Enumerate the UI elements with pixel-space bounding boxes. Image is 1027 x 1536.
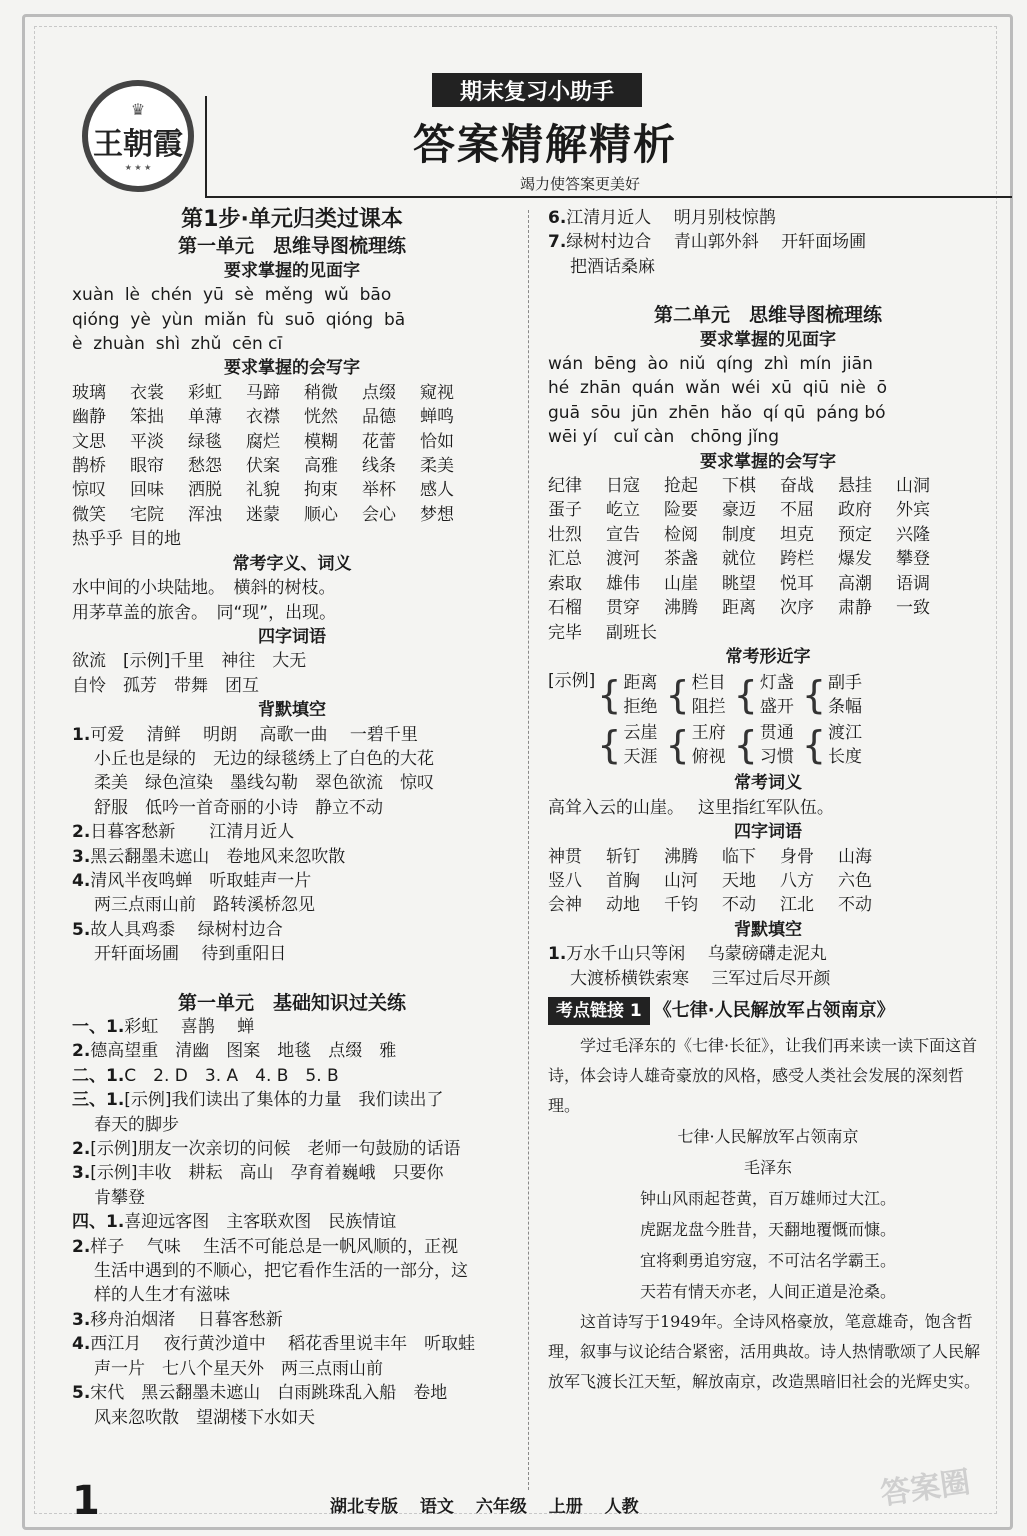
word-cell: 山洞 (896, 476, 930, 497)
word-cell: 线条 (362, 456, 396, 477)
four-title: 四字词语 (258, 626, 326, 647)
word-cell: 品德 (362, 407, 396, 428)
write-words-title-2: 要求掌握的会写字 (700, 451, 836, 472)
similar-pair (802, 671, 862, 719)
similar-words (692, 721, 726, 769)
answer-number: 3. (72, 1163, 91, 1184)
word-cell: 屹立 (606, 500, 640, 521)
similar-words (692, 671, 726, 719)
answer-line (72, 1064, 512, 1088)
word-cell: 宣告 (606, 524, 640, 545)
word-cell: 平淡 (130, 431, 164, 452)
word-cell: 高潮 (838, 573, 872, 594)
word-cell: 衣裳 (130, 382, 164, 403)
poem-line: 天若有情天亦老，人间正道是沧桑。 (639, 1281, 896, 1301)
pinyin-row: è zhuàn shì zhǔ cēn cī (72, 334, 283, 355)
poem-author: 毛泽东 (743, 1157, 792, 1177)
meaning-list-2 (548, 796, 988, 820)
write-words-grid-2 (548, 474, 988, 645)
word-cell: 奋战 (780, 476, 814, 497)
logo-stars-icon: ★ ★ ★ (124, 163, 152, 172)
word-cell: 不动 (838, 895, 872, 916)
answer-line: 舒服 低吟一首奇丽的小诗 静立不动 (94, 797, 383, 818)
word-cell: 次序 (780, 598, 814, 619)
word-cell: 动地 (606, 895, 640, 916)
word-cell: 腐烂 (246, 431, 280, 452)
answer-line: 把酒话桑麻 (570, 256, 655, 277)
word-cell: 会心 (362, 504, 396, 525)
step-title: 第1步·单元归类过课本 (181, 207, 403, 232)
word-cell: 马蹄 (246, 382, 280, 403)
similar-word: 渡江 (828, 723, 863, 744)
similar-pair (734, 721, 794, 769)
link-title: 《七律·人民解放军占领南京》 (653, 999, 895, 1021)
word-cell: 悬挂 (838, 476, 872, 497)
word-cell: 拘束 (304, 480, 338, 501)
similar-words (760, 721, 794, 769)
similar-words (828, 721, 862, 769)
word-cell: 爆发 (838, 549, 872, 570)
word-cell: 检阅 (664, 524, 698, 545)
meaning-title: 常考字义、词义 (232, 553, 352, 574)
logo-text: 王朝霞 (93, 127, 183, 162)
word-cell: 坦克 (780, 524, 814, 545)
four-list (72, 649, 512, 698)
word-cell: 蝉鸣 (420, 407, 454, 428)
word-cell: 斩钉 (606, 846, 640, 867)
word-cell: 千钧 (664, 895, 698, 916)
word-cell: 眺望 (722, 573, 756, 594)
answer-text: 日暮客愁新 江清月近人 (90, 822, 295, 843)
see-words-list (72, 283, 512, 356)
word-cell: 窥视 (420, 382, 454, 403)
answer-number: 6. (548, 208, 567, 228)
answer-line (72, 1161, 512, 1185)
answer-text: [示例]朋友一次亲切的问候 老师一句鼓励的话语 (90, 1139, 461, 1160)
word-cell: 高雅 (304, 456, 338, 477)
link-tag: 考点链接 1 (548, 997, 650, 1025)
word-cell: 完毕 (548, 622, 582, 643)
answer-line (72, 1210, 512, 1234)
similar-row (597, 721, 870, 769)
meaning-row: 用茅草盖的旅舍。 同“现”，出现。 (72, 602, 337, 623)
brace-icon: { (665, 673, 690, 718)
answer-line (72, 869, 512, 893)
basic-list (72, 1015, 512, 1430)
answer-text: [示例]丰收 耕耘 高山 孕育着巍峨 只要你 (90, 1163, 444, 1184)
word-cell: 一致 (896, 598, 930, 619)
word-cell: 贯穿 (606, 598, 640, 619)
word-cell: 蛋子 (548, 500, 582, 521)
answer-line (72, 1308, 512, 1332)
similar-word: 习惯 (759, 747, 794, 768)
answer-text: 西江月 夜行黄沙道中 稻花香里说丰年 听取蛙 (90, 1334, 476, 1355)
answer-line: 肯攀登 (94, 1187, 145, 1208)
word-cell: 险要 (664, 500, 698, 521)
page-title: 答案精解精析 (412, 120, 677, 169)
word-cell: 神贯 (548, 846, 582, 867)
answer-text: 可爱 清鲜 明朗 高歌一曲 一碧千里 (90, 724, 418, 745)
poem-line: 宜将剩勇追穷寇，不可沽名学霸王。 (639, 1250, 896, 1270)
see-words-title-2: 要求掌握的见面字 (700, 329, 836, 350)
four-row: 欲流 [示例]千里 神往 大无 (72, 651, 307, 672)
word-cell: 就位 (722, 549, 756, 570)
answer-number: 2. (72, 822, 91, 843)
basic-title: 第一单元 基础知识过关练 (177, 991, 406, 1014)
word-cell: 彩虹 (188, 382, 222, 403)
similar-word: 栏目 (691, 673, 726, 694)
answer-number: 4. (72, 1334, 91, 1355)
answer-number: 2. (72, 1236, 91, 1257)
pinyin-row: xuàn lè chén yū sè měng wǔ bāo (72, 285, 392, 306)
word-cell: 兴隆 (896, 524, 930, 545)
word-cell: 豪迈 (722, 500, 756, 521)
answer-number: 5. (72, 1383, 91, 1404)
similar-word: 长度 (828, 747, 863, 768)
word-cell: 语调 (896, 573, 930, 594)
word-cell: 山河 (664, 870, 698, 891)
unit2-map-title: 第二单元 思维导图梳理练 (653, 304, 882, 327)
similar-word: 天涯 (623, 747, 658, 768)
word-cell: 微笑 (72, 504, 106, 525)
word-cell: 雄伟 (606, 573, 640, 594)
footer-info: 湖北专版 语文 六年级 上册 人教 (330, 1497, 639, 1517)
word-cell: 不屈 (780, 500, 814, 521)
write-words-grid (72, 381, 512, 552)
word-cell: 渡河 (606, 549, 640, 570)
similar-word: 副手 (828, 673, 863, 694)
similar-pairs (597, 669, 870, 771)
brace-icon: { (801, 673, 827, 718)
word-cell: 预定 (838, 524, 872, 545)
answer-text: 彩虹 喜鹊 蝉 (124, 1017, 255, 1037)
answer-line: 大渡桥横铁索寒 三军过后尽开颜 (570, 968, 831, 989)
word-cell: 幽静 (72, 407, 106, 428)
answer-number: 2. (72, 1041, 91, 1062)
page-number: 1 (72, 1478, 100, 1524)
answer-text: [示例]我们读出了集体的力量 我们读出了 (124, 1090, 444, 1111)
right-column (548, 206, 988, 1397)
word-cell: 政府 (838, 500, 872, 521)
word-cell: 单薄 (188, 407, 222, 428)
answer-text: C 2. D 3. A 4. B 5. B (124, 1065, 339, 1086)
pinyin-row: qióng yè yùn miǎn fù suō qióng bā (72, 309, 406, 330)
answer-line: 柔美 绿色渲染 墨线勾勒 翠色欲流 惊叹 (94, 773, 434, 794)
similar-words (760, 671, 794, 719)
word-cell: 感人 (420, 480, 454, 501)
word-cell: 绿毯 (188, 431, 222, 452)
recite-list-2 (548, 942, 988, 991)
meaning-row: 水中间的小块陆地。 横斜的树枝。 (72, 578, 336, 599)
answer-line (72, 1332, 512, 1356)
word-cell: 宅院 (130, 504, 164, 525)
answer-number: 三、1. (72, 1090, 125, 1111)
answer-text: 德高望重 清幽 图案 地毯 点缀 雅 (90, 1041, 397, 1062)
similar-words (623, 721, 657, 769)
similar-word: 王府 (691, 723, 726, 744)
similar-word: 贯通 (759, 723, 794, 744)
answer-number: 3. (72, 846, 91, 867)
meaning-title-2: 常考词义 (734, 773, 802, 794)
slogan: 竭力使答案更美好 (519, 175, 640, 193)
poem-title: 七律·人民解放军占领南京 (677, 1126, 859, 1146)
word-cell: 首胸 (606, 870, 640, 891)
analysis-text: 这首诗写于1949年。全诗风格豪放，笔意雄奇，饱含哲理，叙事与议论结合紧密，活用典故。诗人热情歌颂了人民解放军飞渡长江天堑，解放南京，改造黑暗旧社会的光辉史实。 (548, 1311, 981, 1391)
pinyin-row: hé zhān quán wǎn wéi xū qiū niè ō (548, 378, 888, 399)
word-cell: 笨拙 (130, 407, 164, 428)
header-tag: 期末复习小助手 (432, 73, 642, 107)
similar-word: 盛开 (759, 697, 794, 718)
answer-line (548, 230, 988, 254)
word-cell: 会神 (548, 895, 582, 916)
recite-title: 背默填空 (258, 700, 326, 721)
answer-line: 风来忽吹散 望湖楼下水如天 (94, 1407, 315, 1428)
answer-line (548, 942, 988, 966)
link-header (548, 997, 988, 1025)
word-cell: 跨栏 (780, 549, 814, 570)
similar-word: 俯视 (691, 747, 726, 768)
word-cell: 副班长 (606, 622, 657, 643)
similar-word: 距离 (623, 673, 658, 694)
word-cell: 惊叹 (72, 480, 106, 501)
answer-text: 故人具鸡黍 绿树村边合 (90, 919, 283, 940)
word-cell: 恍然 (304, 407, 338, 428)
poem-line: 钟山风雨起苍黄，百万雄师过大江。 (639, 1188, 896, 1208)
four-title-2: 四字词语 (734, 822, 802, 843)
write-words-title: 要求掌握的会写字 (224, 358, 360, 379)
word-cell: 柔美 (420, 456, 454, 477)
word-cell: 日寇 (606, 476, 640, 497)
answer-text: 黑云翻墨未遮山 卷地风来忽吹散 (90, 846, 346, 867)
word-cell: 举杯 (362, 480, 396, 501)
similar-pair (597, 671, 657, 719)
answer-line (72, 1015, 512, 1039)
brace-icon: { (597, 673, 622, 718)
recite-continued (548, 206, 988, 279)
brace-icon: { (597, 723, 622, 768)
answer-number: 1. (548, 944, 567, 965)
word-cell: 沸腾 (664, 598, 698, 619)
answer-line (548, 206, 988, 230)
poem-line: 虎踞龙盘今胜昔，天翻地覆慨而慷。 (639, 1219, 896, 1239)
word-cell: 下棋 (722, 476, 756, 497)
answer-text: 清风半夜鸣蝉 听取蛙声一片 (90, 870, 312, 891)
pinyin-row: guā sōu jūn zhēn hǎo qí qū páng bó (548, 402, 886, 423)
answer-line: 样的人生才有滋味 (94, 1285, 230, 1306)
similar-word: 灯盏 (759, 673, 794, 694)
column-divider (528, 210, 529, 1490)
brace-icon: { (665, 723, 690, 768)
word-cell: 六色 (838, 870, 872, 891)
answer-number: 7. (548, 232, 567, 253)
similar-words (623, 671, 657, 719)
left-column (72, 206, 512, 1430)
answer-line (72, 918, 512, 942)
answer-line: 两三点雨山前 路转溪桥忽见 (94, 895, 315, 916)
word-cell: 壮烈 (548, 524, 582, 545)
similar-word: 阻拦 (691, 697, 726, 718)
answer-text: 万水千山只等闲 乌蒙磅礴走泥丸 (566, 944, 827, 965)
answer-line: 小丘也是绿的 无边的绿毯绣上了白色的大花 (94, 748, 434, 769)
word-cell: 目的地 (130, 529, 181, 550)
see-words-list-2 (548, 352, 988, 450)
see-words-title: 要求掌握的见面字 (224, 260, 360, 281)
word-cell: 山海 (838, 846, 872, 867)
answer-number: 四、1. (72, 1212, 125, 1233)
word-cell: 愁怨 (188, 456, 222, 477)
similar-title: 常考形近字 (725, 646, 811, 667)
answer-line (72, 1381, 512, 1405)
word-cell: 回味 (130, 480, 164, 501)
answer-line (72, 1137, 512, 1161)
word-cell: 花蕾 (362, 431, 396, 452)
word-cell: 热乎乎 (72, 529, 123, 550)
similar-word: 拒绝 (623, 697, 658, 718)
answer-number: 3. (72, 1309, 91, 1330)
answer-number: 2. (72, 1139, 91, 1160)
word-cell: 点缀 (362, 382, 396, 403)
answer-number: 1. (72, 724, 91, 745)
word-cell: 迷蒙 (246, 504, 280, 525)
brace-icon: { (733, 723, 758, 768)
word-cell: 纪律 (548, 476, 582, 497)
word-cell: 天地 (722, 870, 756, 891)
word-cell: 茶盏 (664, 549, 698, 570)
word-cell: 山崖 (664, 573, 698, 594)
poem (548, 1121, 988, 1307)
similar-word: 条幅 (828, 697, 863, 718)
similar-words (828, 671, 862, 719)
word-cell: 竖八 (548, 870, 582, 891)
recite-list (72, 723, 512, 967)
word-cell: 玻璃 (72, 382, 106, 403)
answer-line: 开轩面场圃 待到重阳日 (94, 944, 287, 965)
similar-pair (802, 721, 862, 769)
pinyin-row: wán bēng ào niǔ qíng zhì mín jiān (548, 354, 873, 375)
word-cell: 八方 (780, 870, 814, 891)
similar-prefix: [示例] (548, 671, 596, 692)
word-cell: 礼貌 (246, 480, 280, 501)
answer-line: 春天的脚步 (94, 1114, 179, 1135)
word-cell: 石榴 (548, 598, 582, 619)
answer-line: 生活中遇到的不顺心，把它看作生活的一部分，这 (94, 1261, 468, 1282)
word-cell: 悦耳 (780, 573, 814, 594)
meaning-list (72, 576, 512, 625)
unit1-map-title: 第一单元 思维导图梳理练 (177, 235, 406, 258)
answer-text: 江清月近人 明月别枝惊鹊 (566, 208, 776, 228)
answer-line: 声一片 七八个星天外 两三点雨山前 (94, 1358, 383, 1379)
similar-pair (734, 671, 794, 719)
word-cell: 不动 (722, 895, 756, 916)
answer-line (72, 1039, 512, 1063)
brace-icon: { (801, 723, 827, 768)
brace-icon: { (733, 673, 758, 718)
similar-pair (665, 671, 725, 719)
intro-text: 学过毛泽东的《七律·长征》，让我们再来读一读下面这首诗，体会诗人雄奇豪放的风格，感受人类社会发展的深刻哲理。 (548, 1035, 978, 1115)
similar-row (597, 671, 870, 719)
word-cell: 衣襟 (246, 407, 280, 428)
answer-line (72, 845, 512, 869)
word-cell: 汇总 (548, 549, 582, 570)
word-cell: 临下 (722, 846, 756, 867)
word-cell: 外宾 (896, 500, 930, 521)
answer-text: 样子 气味 生活不可能总是一帆风顺的，正视 (90, 1236, 459, 1257)
word-cell: 稍微 (304, 382, 338, 403)
word-cell: 文思 (72, 431, 106, 452)
word-cell: 江北 (780, 895, 814, 916)
answer-line (72, 1235, 512, 1259)
answer-number: 5. (72, 919, 91, 940)
answer-line (72, 1088, 512, 1112)
word-cell: 索取 (548, 573, 582, 594)
four-row: 自怜 孤芳 带舞 团互 (72, 675, 259, 696)
similar-pair (597, 721, 657, 769)
answer-text: 喜迎远客图 主客联欢图 民族情谊 (124, 1212, 397, 1233)
answer-number: 二、1. (72, 1065, 125, 1086)
word-cell: 梦想 (420, 504, 454, 525)
crown-icon: ♛ (130, 100, 146, 119)
recite-title-2: 背默填空 (734, 919, 802, 940)
answer-text: 绿树村边合 青山郭外斜 开轩面场圃 (566, 232, 867, 253)
word-cell: 伏案 (246, 456, 280, 477)
similar-word: 云崖 (623, 723, 658, 744)
answer-text: 移舟泊烟渚 日暮客愁新 (90, 1309, 283, 1330)
similar-pair (665, 721, 725, 769)
answer-text: 宋代 黑云翻墨未遮山 白雨跳珠乱入船 卷地 (90, 1383, 448, 1404)
answer-number: 4. (72, 870, 91, 891)
answer-line (72, 820, 512, 844)
brand-logo (82, 80, 194, 192)
word-cell: 沸腾 (664, 846, 698, 867)
answer-line (72, 723, 512, 747)
word-cell: 身骨 (780, 846, 814, 867)
pinyin-row: wēi yí cuǐ càn chōng jǐng (548, 427, 779, 448)
word-cell: 眼帘 (130, 456, 164, 477)
word-cell: 肃静 (838, 598, 872, 619)
watermark-logo: 答案圈 (878, 1464, 973, 1513)
word-cell: 距离 (722, 598, 756, 619)
answer-number: 一、1. (72, 1017, 125, 1037)
word-cell: 浑浊 (188, 504, 222, 525)
word-cell: 恰如 (420, 431, 454, 452)
word-cell: 鹊桥 (72, 456, 106, 477)
four-grid (548, 845, 988, 918)
word-cell: 攀登 (896, 549, 930, 570)
poem-lines (548, 1183, 988, 1307)
word-cell: 制度 (722, 524, 756, 545)
word-cell: 顺心 (304, 504, 338, 525)
meaning-row: 高耸入云的山崖。 这里指红军队伍。 (548, 797, 834, 818)
word-cell: 洒脱 (188, 480, 222, 501)
word-cell: 模糊 (304, 431, 338, 452)
word-cell: 抢起 (664, 476, 698, 497)
